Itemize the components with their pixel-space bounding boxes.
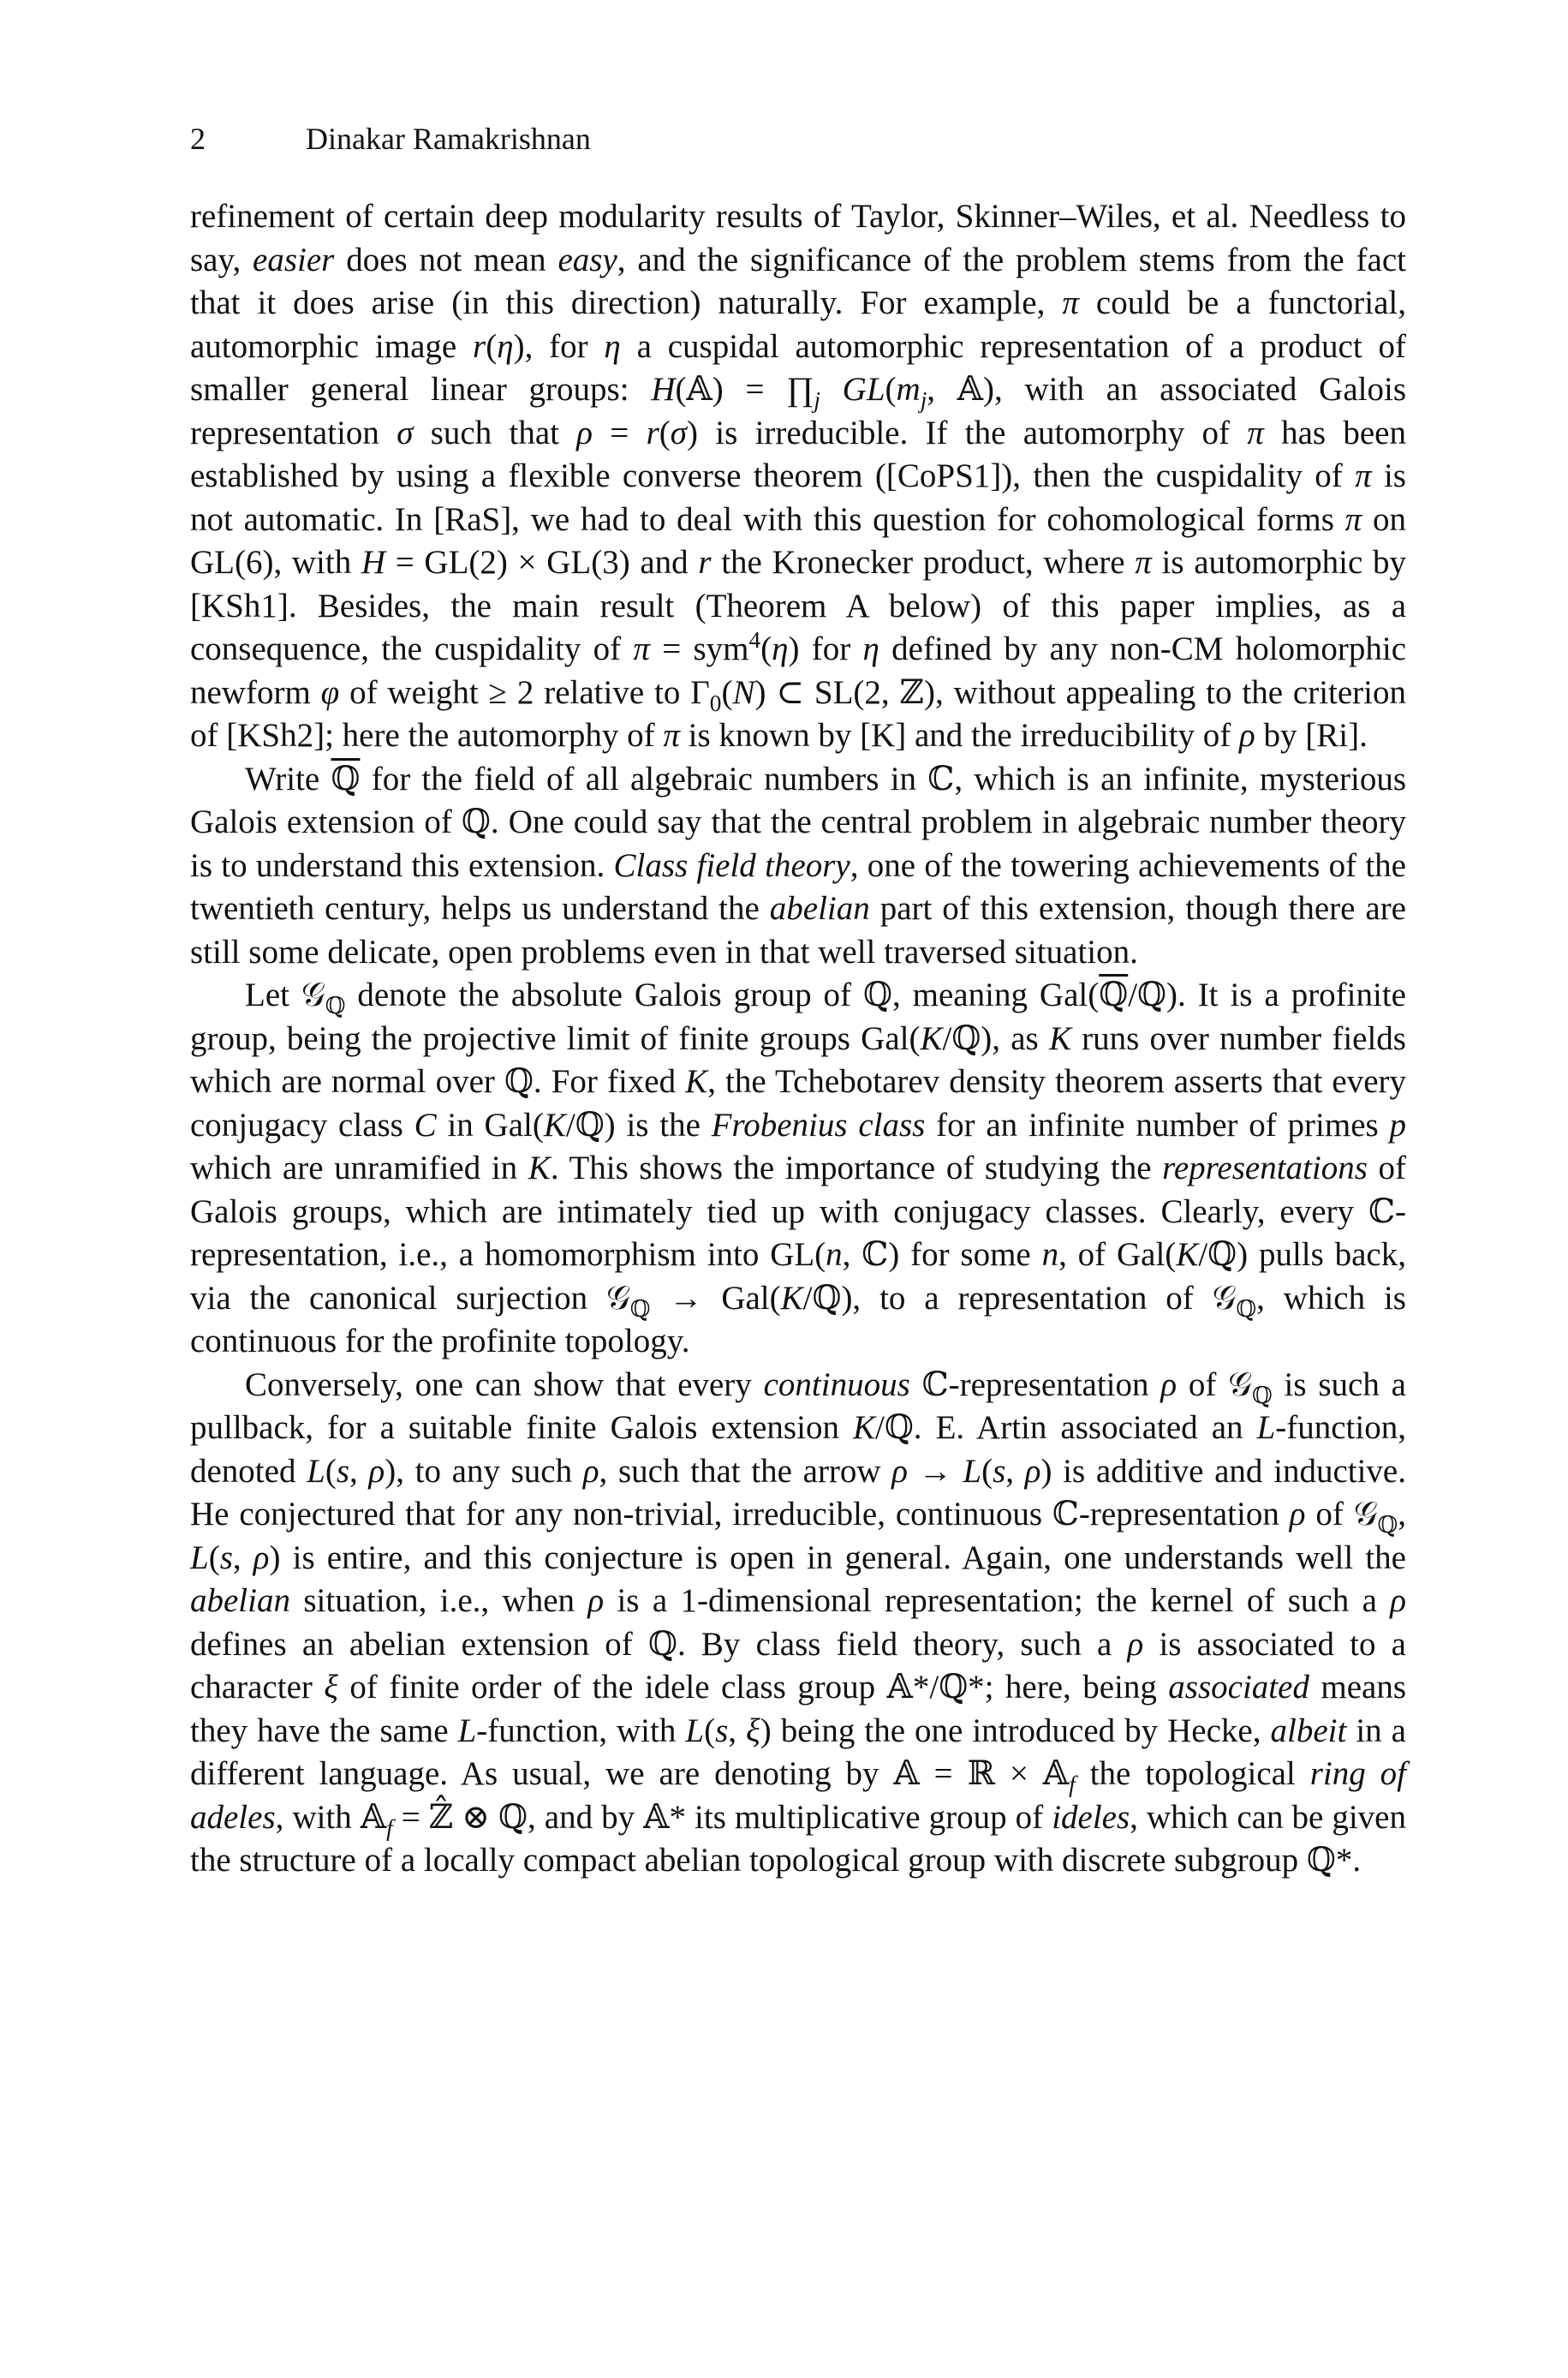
author-name: Dinakar Ramakrishnan	[306, 122, 591, 156]
paragraph-1: refinement of certain deep modularity results of Taylor, Skinner–Wiles, et al. Needless to say, easier does not mean easy, and the significance of the problem stems from the fact that it does arise (in this direction) naturally. For example, π could be a functorial, automorphic image r(η), for η a cuspidal automorphic representation of a product of smaller general linear groups: H(𝔸) = $\prod_j$ $GL(m_j$, 𝔸), with an associated Galois representation σ such that ρ = r(σ) is irreducible. If the automorphy of π has been established by using a flexible converse theorem ([CoPS1]), then the cuspidality of π is not automatic. In [RaS], we had to deal with this question for cohomological forms π on GL(6), with H = GL(2) × GL(3) and r the Kronecker product, where π is automorphic by [KSh1]. Besides, the main result (Theorem A below) of this paper implies, as a consequence, the cuspidality of π = sym$^4$(η) for η defined by any non-CM holomorphic newform φ of weight ≥ 2 relative to $\Gamma_0(N)$ ⊂ SL(2, ℤ), without appealing to the criterion of [KSh2]; here the automorphy of π is known by [K] and the irreducibility of ρ by [Ri].	[190, 198, 1407, 754]
paragraph-2: Write ℚ for the field of all algebraic numbers in ℂ, which is an infinite, mysterious Galois extension of ℚ. One could say that the central problem in algebraic number theory is to understand this extension. Class field theory, one of the towering achievements of the twentieth century, helps us understand the abelian part of this extension, though there are still some delicate, open problems even in that well traversed situation.	[190, 760, 1406, 971]
page-number: 2	[190, 122, 206, 156]
running-head	[190, 120, 591, 158]
paragraph-4: Conversely, one can show that every continuous ℂ-representation ρ of 𝒢$_ℚ$ is such a pullback, for a suitable finite Galois extension K/ℚ. E. Artin associated an L-function, denoted L(s, ρ), to any such ρ, such that the arrow ρ → L(s, ρ) is additive and inductive. He conjectured that for any non-trivial, irreducible, continuous ℂ-representation ρ of 𝒢$_ℚ$, L(s, ρ) is entire, and this conjecture is open in general. Again, one understands well the abelian situation, i.e., when ρ is a 1-dimensional representation; the kernel of such a ρ defines an abelian extension of ℚ. By class field theory, such a ρ is associated to a character ξ of finite order of the idele class group 𝔸*/ℚ*; here, being associated means they have the same L-function, with L(s, ξ) being the one introduced by Hecke, albeit in a different language. As usual, we are denoting by 𝔸 = ℝ × 𝔸$_f$ the topological ring of adeles, with 𝔸$_f$ = ℤ̂ ⊗ ℚ, and by 𝔸* its multiplicative group of ideles, which can be given the structure of a locally compact abelian topological group with discrete subgroup ℚ*.	[190, 1365, 1406, 1879]
body-text	[190, 195, 1406, 1883]
paragraph-3: Let 𝒢$_ℚ$ denote the absolute Galois group of ℚ, meaning Gal(ℚ/ℚ). It is a profinite group, being the projective limit of finite groups Gal(K/ℚ), as K runs over number fields which are normal over ℚ. For fixed K, the Tchebotarev density theorem asserts that every conjugacy class C in Gal(K/ℚ) is the Frobenius class for an infinite number of primes p which are unramified in K. This shows the importance of studying the representations of Galois groups, which are intimately tied up with conjugacy classes. Clearly, every ℂ-representation, i.e., a homomorphism into GL(n, ℂ) for some n, of Gal(K/ℚ) pulls back, via the canonical surjection 𝒢$_ℚ$ → Gal(K/ℚ), to a representation of 𝒢$_ℚ$, which is continuous for the profinite topology.	[190, 977, 1407, 1359]
